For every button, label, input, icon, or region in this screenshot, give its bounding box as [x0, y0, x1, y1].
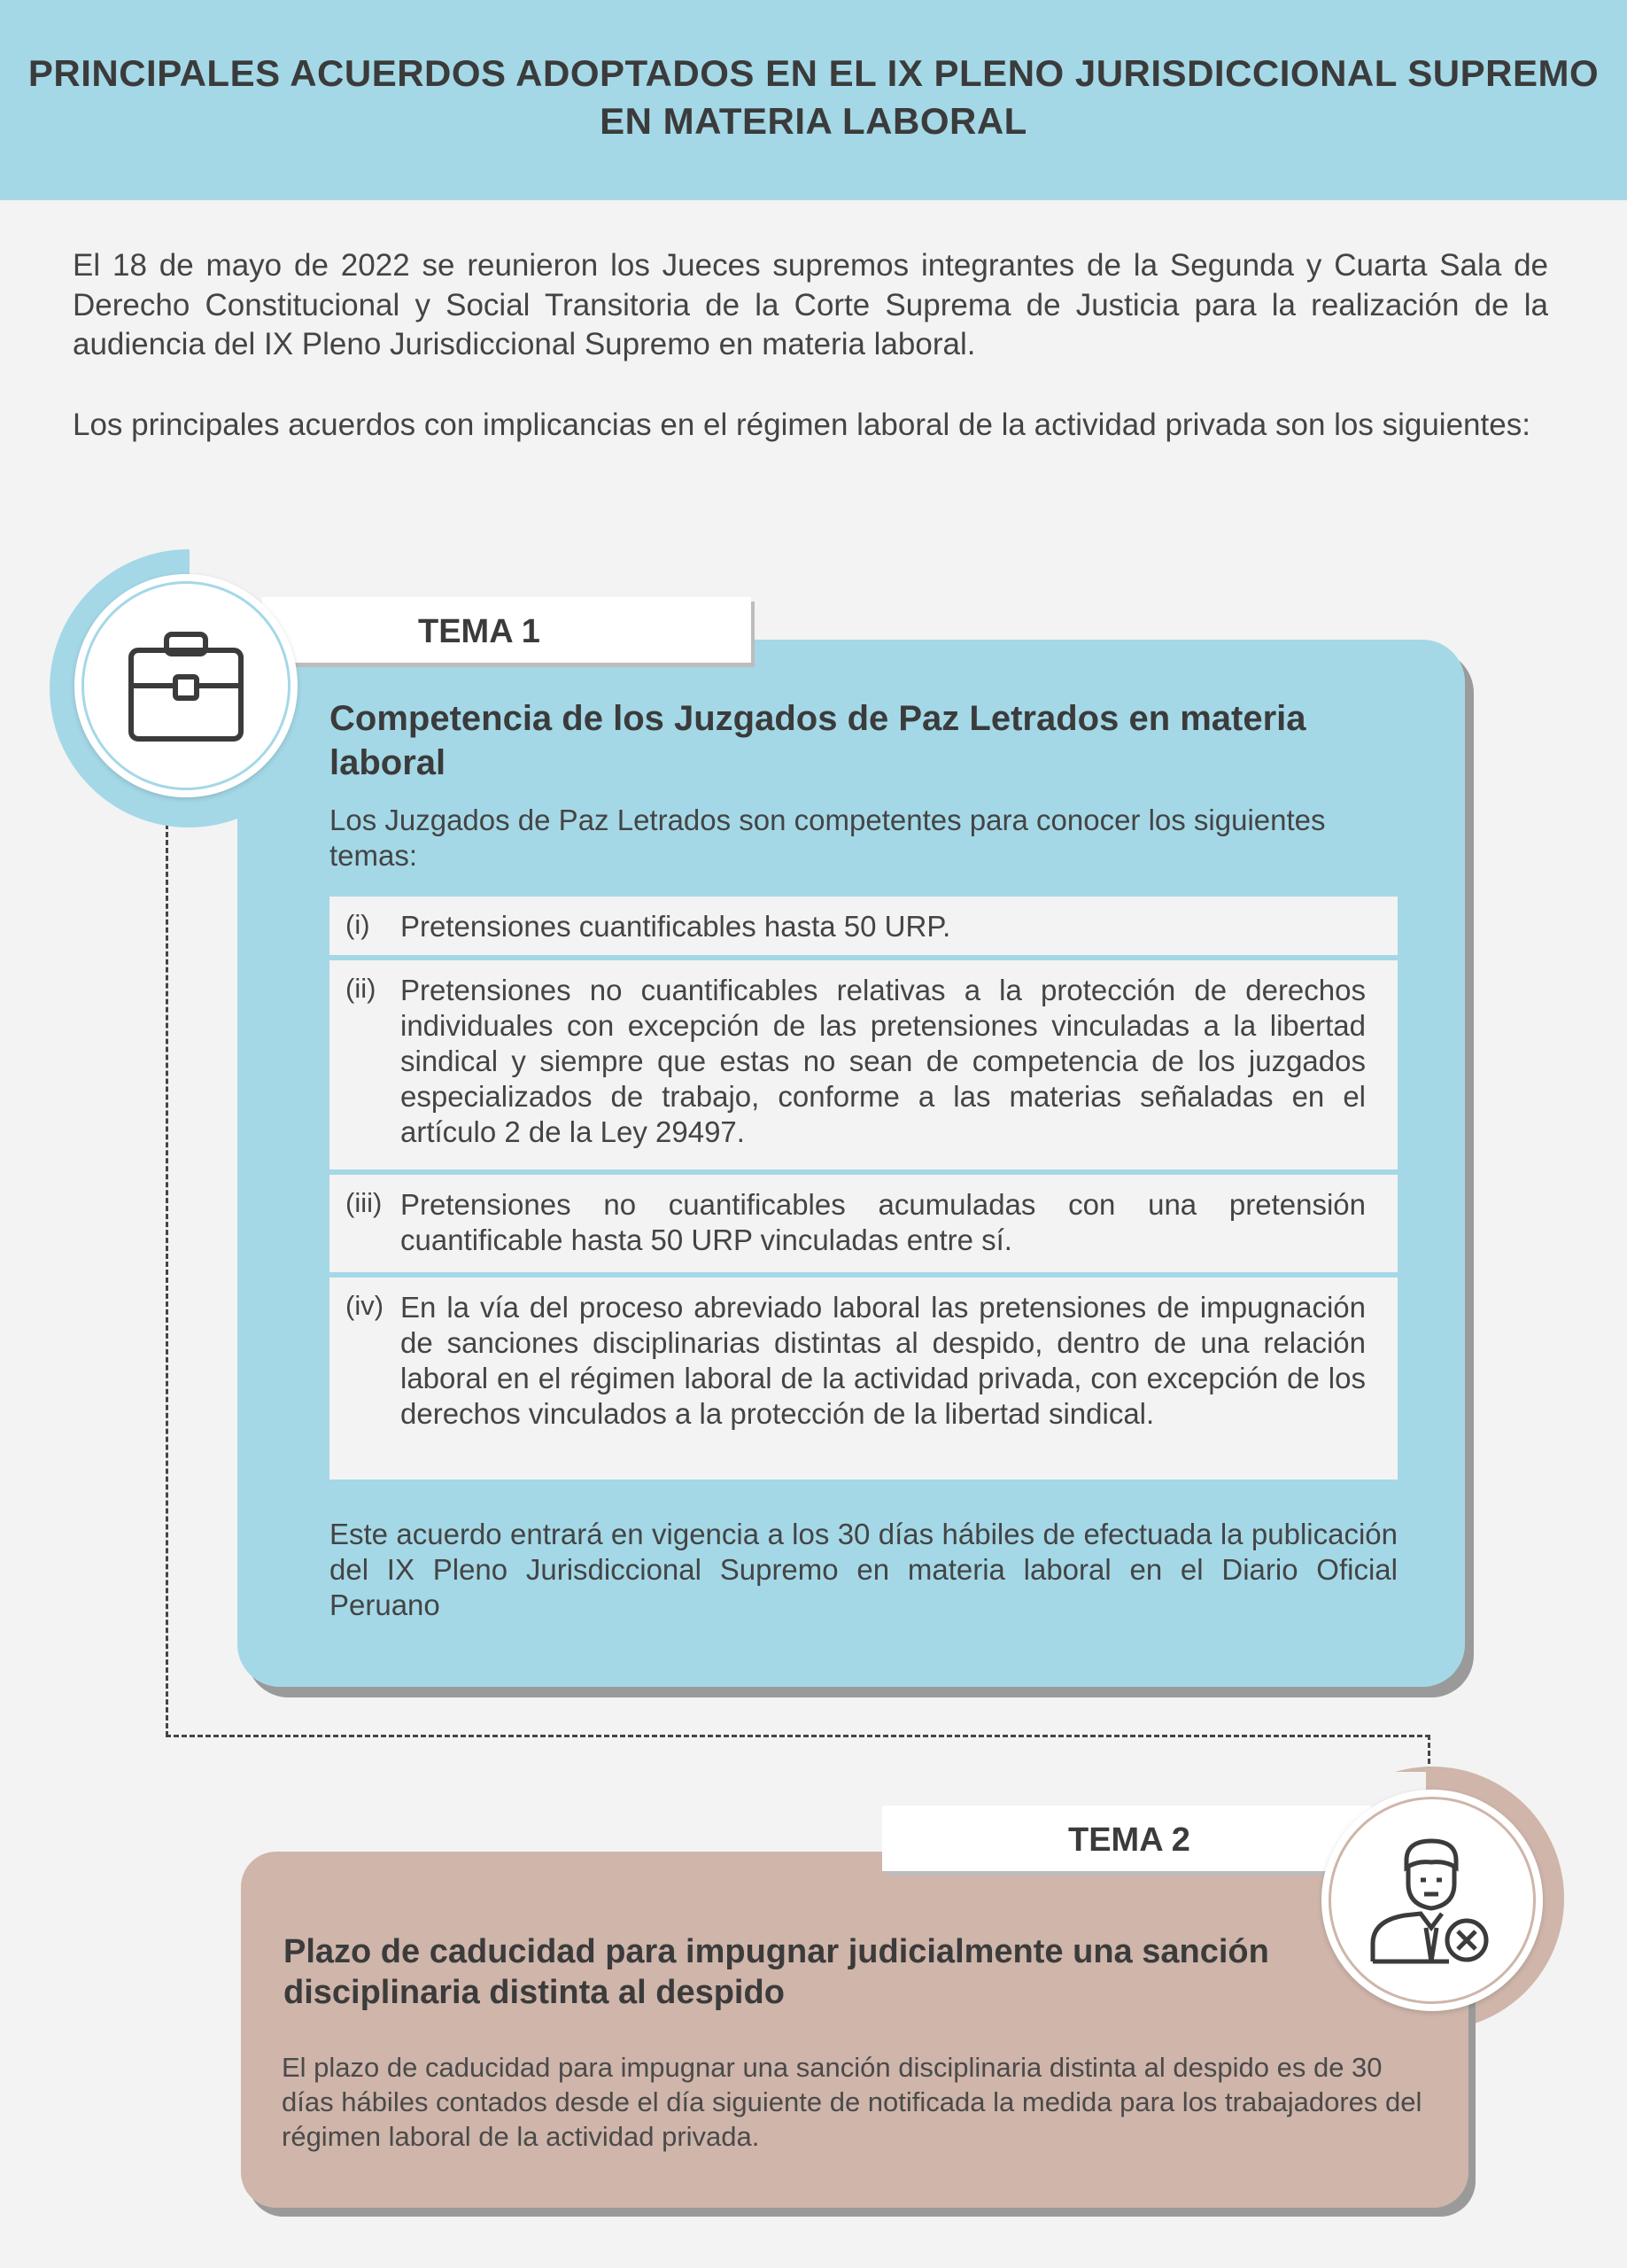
tema1-tab	[262, 597, 751, 663]
list-item-number: (iii)	[345, 1187, 383, 1218]
tema1-tab-label: TEMA 1	[418, 613, 540, 650]
list-item-number: (iv)	[345, 1290, 384, 1321]
tema2-tab-label: TEMA 2	[1068, 1821, 1190, 1859]
tema2-title: Plazo de caducidad para impugnar judicialmente una sanción disciplinaria distinta al despido	[283, 1933, 1269, 2011]
intro-paragraph-2: Los principales acuerdos con implicancias en el régimen laboral de la actividad privada son los siguientes:	[73, 408, 1530, 442]
list-item-text: Pretensiones no cuantificables relativas a la protección de derechos individuales con excepción de las pretensiones vinculadas a la libertad sindical y siempre que estas no sean de competencia de los juzgados especializados de trabajo, conforme a las materias señaladas en el artículo 2 de la Ley 29497.	[400, 974, 1366, 1148]
list-item	[329, 897, 1398, 955]
tema2-card	[241, 1852, 1468, 2208]
tema2-tab	[882, 1806, 1371, 1871]
tema1-icon-badge	[74, 574, 298, 797]
page-title: PRINCIPALES ACUERDOS ADOPTADOS EN EL IX PLENO JURISDICCIONAL SUPREMO EN MATERIA LABORAL	[27, 52, 1600, 142]
tema2-body: El plazo de caducidad para impugnar una sanción disciplinaria distinta al despido es de 30 días hábiles contados desde el día siguiente de notificada la medida para los trabajadores del régimen laboral de la actividad privada.	[282, 2052, 1422, 2152]
list-item	[329, 1278, 1398, 1480]
intro-paragraph-1: El 18 de mayo de 2022 se reunieron los Jueces supremos integrantes de la Segunda y Cuarta Sala de Derecho Constitucional y Social Transitoria de la Corte Suprema de Justicia para la realización de la audiencia del IX Pleno Jurisdiccional Supremo en materia laboral.	[73, 248, 1548, 361]
list-item-number: (ii)	[345, 973, 376, 1004]
list-item	[329, 1175, 1398, 1272]
header-banner	[0, 0, 1627, 200]
tema1-intro: Los Juzgados de Paz Letrados son competentes para conocer los siguientes temas:	[329, 804, 1326, 872]
list-item-text: Pretensiones cuantificables hasta 50 URP.	[400, 910, 951, 943]
connector-line	[166, 1735, 1430, 1737]
tema2-icon-badge	[1321, 1790, 1543, 2011]
list-item-number: (i)	[345, 909, 370, 940]
connector-line	[166, 824, 168, 1736]
list-item	[329, 960, 1398, 1169]
tema1-title: Competencia de los Juzgados de Paz Letrados en materia laboral	[329, 699, 1306, 782]
list-item-text: En la vía del proceso abreviado laboral las pretensiones de impugnación de sanciones disciplinarias distintas al despido, dentro de una relación laboral en el régimen laboral de la actividad privada, con excepción de los derechos vinculados a la protección de la libertad sindical.	[400, 1291, 1366, 1430]
briefcase-icon	[124, 624, 248, 748]
tema1-footer-note: Este acuerdo entrará en vigencia a los 30 días hábiles de efectuada la publicación del IX Pleno Jurisdiccional Supremo en materia laboral en el Diario Oficial Peruano	[329, 1518, 1398, 1621]
list-item-text: Pretensiones no cuantificables acumuladas con una pretensión cuantificable hasta 50 URP vinculadas entre sí.	[400, 1188, 1366, 1256]
worker-rejected-icon	[1360, 1829, 1502, 1970]
